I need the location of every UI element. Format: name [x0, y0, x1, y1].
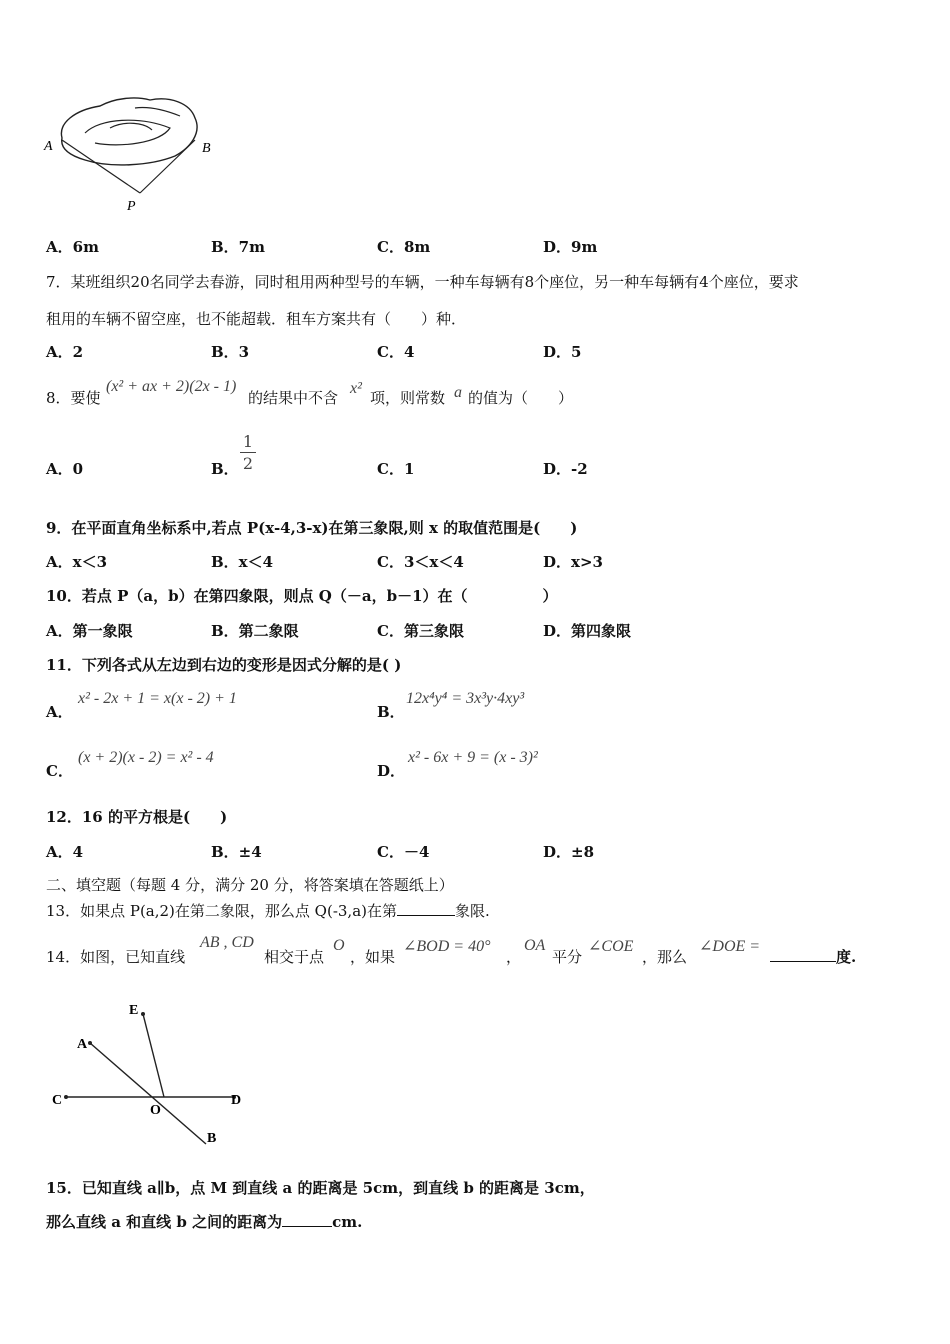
q8-fraction-bar	[240, 452, 256, 453]
q8-fraction	[240, 432, 256, 473]
q13-stem	[46, 900, 490, 921]
q10-stem: 10．若点 P（a，b）在第四象限，则点 Q（－a，b－1）在（ ）	[46, 587, 558, 605]
q11-stem: 11．下列各式从左边到右边的变形是因式分解的是( )	[46, 656, 402, 674]
q14-angle-doe: ∠DOE =	[699, 938, 761, 955]
q14-text-2: ，如果	[350, 948, 396, 966]
q8-option-c: C．1	[377, 460, 415, 478]
q14-point: O	[333, 937, 345, 954]
q8-expression: (x² + ax + 2)(2x - 1)	[106, 378, 237, 395]
lake-contour-2	[110, 123, 152, 130]
q15-answer-blank[interactable]	[282, 1212, 332, 1227]
q14-bisector: OA	[524, 937, 546, 954]
q6-option-d: D．9m	[543, 238, 598, 256]
q9-option-c: C．3＜x＜4	[377, 553, 464, 571]
q13-text-pre: 13．如果点 P(a,2)在第二象限，那么点 Q(-3,a)在第	[46, 902, 398, 920]
q12-stem: 12．16 的平方根是( )	[46, 808, 228, 826]
q8-text-1: 的结果中不含	[248, 389, 339, 407]
q8-variable: a	[454, 384, 462, 401]
q13-answer-blank[interactable]	[397, 901, 455, 916]
q13-text-post: 象限.	[455, 902, 490, 920]
q7-option-d: D．5	[543, 343, 582, 361]
label-b: B	[207, 1131, 217, 1146]
q8-option-d: D．-2	[543, 460, 588, 478]
q11-label-d: D．	[377, 762, 406, 780]
q8-option-a: A．0	[46, 460, 84, 478]
q14-text-pre: 14．如图，已知直线	[46, 948, 186, 966]
lake-outline	[61, 98, 197, 165]
q14-angle-coe: ∠COE	[588, 938, 634, 955]
q8-text-2: 项，则常数	[370, 389, 446, 407]
q15-stem-line1: 15．已知直线 a∥b，点 M 到直线 a 的距离是 5cm，到直线 b 的距离是 3cm，	[46, 1179, 595, 1197]
q15-stem-line2	[46, 1211, 362, 1232]
q7-stem-line2: 租用的车辆不留空座，也不能超载．租车方案共有（ ）种．	[46, 310, 467, 328]
angle-figure	[48, 998, 258, 1148]
q7-option-c: C．4	[377, 343, 415, 361]
label-b: B	[202, 141, 211, 156]
q15-text-post: cm.	[332, 1213, 363, 1231]
q9-option-b: B．x＜4	[211, 553, 274, 571]
lake-contour-1	[85, 120, 170, 145]
segment-ap	[62, 140, 140, 193]
q12-option-c: C．－4	[377, 843, 430, 861]
q14-angle-bod: ∠BOD = 40°	[403, 938, 491, 955]
q14-answer-blank[interactable]	[770, 947, 836, 962]
q11-label-c: C．	[46, 762, 73, 780]
q9-option-a: A．x＜3	[46, 553, 108, 571]
q12-option-d: D．±8	[543, 843, 595, 861]
q6-option-b: B．7m	[211, 238, 265, 256]
lake-figure	[40, 88, 230, 218]
q9-stem: 9．在平面直角坐标系中,若点 P(x-4,3-x)在第三象限,则 x 的取值范围是( )	[46, 519, 578, 537]
q14-text-post: 度.	[836, 948, 857, 966]
q7-option-a: A．2	[46, 343, 84, 361]
q8-fraction-denominator: 2	[242, 454, 254, 473]
q10-option-b: B．第二象限	[211, 622, 299, 640]
q14-text-3: ，	[506, 948, 522, 966]
q14-text-5: ，那么	[642, 948, 688, 966]
q14-lines: AB , CD	[200, 934, 254, 951]
label-a: A	[44, 139, 53, 154]
q15-text-pre: 那么直线 a 和直线 b 之间的距离为	[46, 1213, 283, 1231]
point-a-dot	[88, 1041, 92, 1045]
q8-option-b: B．	[211, 460, 239, 478]
q11-expr-b: 12x⁴y⁴ = 3x³y·4xy³	[406, 690, 525, 707]
label-p: P	[127, 199, 136, 214]
q10-option-c: C．第三象限	[377, 622, 464, 640]
q10-option-d: D．第四象限	[543, 622, 632, 640]
q8-prefix: 8．要使	[46, 389, 101, 407]
ray-oe	[143, 1014, 164, 1097]
label-c: C	[52, 1093, 63, 1108]
q11-label-b: B．	[377, 703, 405, 721]
q10-option-a: A．第一象限	[46, 622, 133, 640]
q11-label-a: A．	[46, 703, 73, 721]
lake-contour-3	[135, 107, 180, 116]
q11-expr-d: x² - 6x + 9 = (x - 3)²	[408, 749, 538, 766]
q11-expr-c: (x + 2)(x - 2) = x² - 4	[78, 749, 214, 766]
label-d: D	[231, 1093, 242, 1108]
label-a: A	[77, 1037, 88, 1052]
q12-option-a: A．4	[46, 843, 84, 861]
q6-option-c: C．8m	[377, 238, 431, 256]
q9-option-d: D．x>3	[543, 553, 603, 571]
label-e: E	[129, 1003, 139, 1018]
point-e-dot	[141, 1012, 145, 1016]
q14-text-1: 相交于点	[264, 948, 325, 966]
point-c-dot	[64, 1095, 68, 1099]
q8-term: x²	[350, 380, 362, 397]
q7-option-b: B．3	[211, 343, 250, 361]
line-ab	[90, 1043, 206, 1144]
segment-bp	[140, 140, 195, 193]
q8-fraction-numerator: 1	[242, 432, 254, 451]
q14-text-4: 平分	[552, 948, 583, 966]
q14-answer-row	[770, 946, 856, 967]
q7-stem-line1: 7．某班组织20名同学去春游，同时租用两种型号的车辆，一种车每辆有8个座位，另一种车每辆有4个座位，要求	[46, 273, 799, 291]
q11-expr-a: x² - 2x + 1 = x(x - 2) + 1	[78, 690, 237, 707]
q6-option-a: A．6m	[46, 238, 99, 256]
section-heading: 二、填空题（每题 4 分，满分 20 分，将答案填在答题纸上）	[46, 876, 454, 894]
q12-option-b: B．±4	[211, 843, 262, 861]
q8-text-3: 的值为（ ）	[468, 389, 574, 407]
label-o: O	[150, 1103, 161, 1118]
